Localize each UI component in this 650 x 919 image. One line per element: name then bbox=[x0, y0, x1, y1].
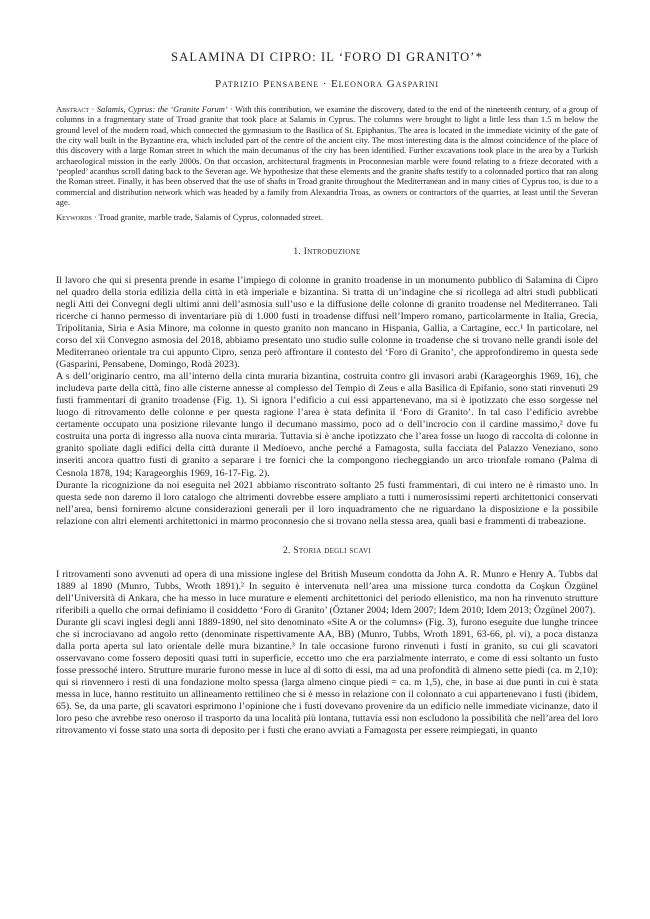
keywords-label: Keywords bbox=[56, 212, 92, 223]
abstract-separator: · bbox=[91, 104, 97, 114]
article-authors: Patrizio Pensabene · Eleonora Gasparini bbox=[215, 78, 439, 90]
abstract-subtitle: Salamis, Cyprus: the ‘Granite Forum’ bbox=[96, 104, 228, 114]
section-heading-introduzione: 1. Introduzione bbox=[293, 246, 361, 257]
paragraph: I ritrovamenti sono avvenuti ad opera di una missione inglese del British Museum condotta da John A. R. Munro e Henry A. Tubbs dal 1889 al 1890 (Munro, Tubbs, Wroth 1891).² In seguito è intervenuta nell’area una missione turca condotta da Coşkun Özgünel dell’Università di Ankara, che ha messo in luce murature e elementi architettonici del periodo ellenistico, ma non ha rinvenuto strutture riferibili a quello che ormai definiamo il cosiddetto ‘Foro di Granito’ (Öztaner 2004; Idem 2007; Idem 2010; Idem 2013; Özgünel 2007). bbox=[56, 568, 598, 616]
abstract-label: Abstract bbox=[56, 104, 90, 114]
article-title: SALAMINA DI CIPRO: IL ‘FORO DI GRANITO’* bbox=[171, 50, 483, 64]
paragraph: A s dell’originario centro, ma all’interno della cinta muraria bizantina, costruita contro gli invasori arabi (Karageorghis 1969, 16), che includeva parte della città, fino alle cisterne annesse al complesso del Tempio di Zeus e alla Basilica di Epifanio, sono stati rinvenuti 29 fusti frammentari di granito troadense (Fig. 1). Si ignora l’edificio a cui essi appartenevano, ma si è ipotizzato che esso sorgesse nel luogo di ritrovamento delle colonne e per questa ragione l’area è stata definita il ‘Foro di Granito’. In tal caso l’edificio avrebbe certamente occupato una posizione rilevante lungo il decumano massimo, poco ad o dell’incrocio con il cardine massimo,² dove fu costruita una porta di ingresso alla nuova cinta muraria. Tuttavia si è anche ipotizzato che l’area fosse un luogo di raccolta di colonne in granito spoliate dagli edifici della città durante il Medioevo, anche perché a Famagosta, sulla facciata del Palazzo Veneziano, sono inseriti ancora quattro fusti di granito a separare i tre fornici che la compongono riecheggiando un arco trionfale romano (Palma di Cesnola 1878, 194; Karageorghis 1969, 16-17-Fig. 2). bbox=[56, 371, 598, 479]
paragraph: Durante la ricognizione da noi eseguita nel 2021 abbiamo riscontrato soltanto 25 fusti frammentari, di cui intero ne è rimasto uno. In questa sede non daremo il loro catalogo che altrimenti dovrebbe essere ampliato a tutti i numerosissimi reperti architettonici conservati nell’area, bensì forniremo alcune considerazioni generali per il loro inquadramento che ne riguardano la disposizione e la possibile relazione con altri elementi architettonici in marmo proconnesio che si trovano nella stessa area, quali basi e frammenti di trabeazione. bbox=[56, 479, 598, 527]
section-heading-storia-scavi: 2. Storia degli scavi bbox=[283, 545, 371, 556]
keywords-text: Troad granite, marble trade, Salamis of Cyprus, colonnaded street. bbox=[98, 212, 323, 223]
abstract-text: With this contribution, we examine the discovery, dated to the end of the nineteenth century, of a group of columns in a fragmentary state of Troad granite that took place at Salamis in Cyprus. The columns were brought to light a little less than 1.5 m below the ground level of the modern road, which connected the gymnasium to the Basilica of St. Epiphanius. The area is located in the immediate vicinity of the gate of the city wall built in the Byzantine era, which included part of the centre of the ancient city. The most interesting data is the almost coincidence of the place of this discovery with a large Roman street in which the main decumanus of the city has been identified. Further excavations took place in the area by a Turkish archaeological mission in the early 2000s. On that occasion, architectural fragments in Proconnesian marble were found relating to a frieze decorated with a ‘peopled’ acanthus scroll dating back to the Severan age. We hypothesize that these elements and the granite shafts testify to a colonnaded portico that ran along the Roman street. Finally, it has been observed that the use of shafts in Troad granite throughout the Mediterranean and in many cities of Cyprus too, is due to a commercial and distribution network which was headed by a family from Alexandria Troas, as owners or contractors of the quarries, at least until the Severan age. bbox=[56, 104, 598, 208]
paragraph: Il lavoro che qui si presenta prende in esame l’impiego di colonne in granito troadense in un monumento pubblico di Salamina di Cipro nel quadro della storia edilizia della città in età imperiale e bizantina. Si tratta di un’indagine che si ricollega ad altri studi pubblicati negli Atti dei Convegni degli ultimi anni dell’asmosia sull’uso e la diffusione delle colonne di granito troadense nel Mediterraneo. Tali ricerche ci hanno permesso di inventariare più di 1.000 fusti in troadense diffusi nell’Impero romano, particolarmente in Italia, Grecia, Tripolitania, Siria e Asia Minore, ma colonne in questo granito non mancano in Hispania, Gallia, a Cartagine, ecc.¹ In particolare, nel corso del xii Convegno asmosia del 2018, abbiamo presentato uno studio sulle colonne in troadense che si trovano nelle grandi isole del Mediterraneo orientale tra cui appunto Cipro, senza però affrontare il contesto del ‘Foro di Granito’, che approfondiremo in questa sede (Gasparini, Pensabene, Domingo, Rodà 2023). bbox=[56, 274, 598, 371]
keywords-separator: · bbox=[93, 212, 99, 223]
paragraph: Durante gli scavi inglesi degli anni 1889-1890, nel sito denominato «Site A or the columns» (Fig. 3), furono eseguite due lunghe trincee che si incrociavano ad angolo retto (denominate rispettivamente AA, BB) (Munro, Tubbs, Wroth 1891, 63-66, pl. vi), a poca distanza dalla porta aperta sul lato orientale delle mura bizantine.³ In tale occasione furono rinvenuti i fusti in granito, su cui gli scavatori osservavano come fossero depositi quasi tutti in superficie, eccetto uno che era parzialmente interrato, e come di essi soltanto un fusto fosse pressoché intero. Strutture murarie furono messe in luce al di sotto di essi, ma ad una profondità di almeno sette piedi (ca. m 2,10): qui si rinvennero i resti di una fondazione molto spessa (larga almeno cinque piedi = ca. m 1,5), che, in base ai due punti in cui è stata messa in luce, hanno restituito un allineamento rettilineo che si è messo in relazione con il colonnato a cui appartenevano i fusti (ibidem, 65). Se, da una parte, gli scavatori esprimono l’opinione che i fusti dovevano provenire da un edificio nelle immediate vicinanze, dato il loro peso che avrebbe reso oneroso il trasporto da una località più lontana, tuttavia essi non escludono la possibilità che nell’area del loro ritrovamento vi fosse stato una sorta di deposito per i fusti che erano avviati a Famagosta per essere reimpiegati, in quanto bbox=[56, 616, 598, 737]
keywords bbox=[56, 212, 598, 222]
article-page bbox=[56, 50, 598, 737]
abstract bbox=[56, 104, 598, 207]
abstract-separator: · bbox=[230, 104, 236, 114]
